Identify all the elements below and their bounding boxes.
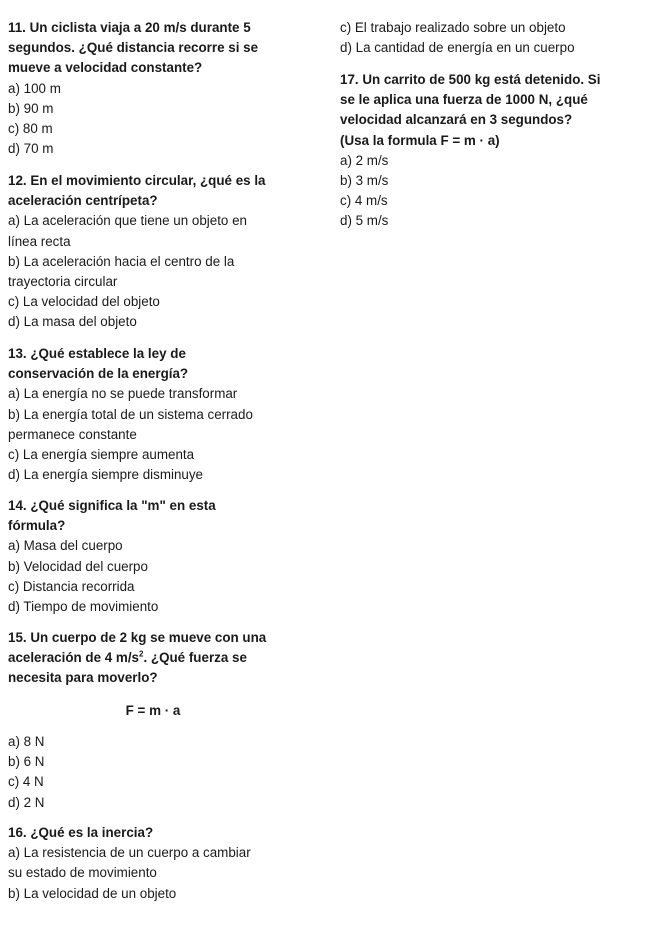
option-13-b-cont: permanece constante: [8, 426, 137, 442]
option-prev-d: d) La cantidad de energía en un cuerpo: [340, 40, 575, 56]
option-12-c: c) La velocidad del objeto: [8, 294, 160, 310]
question-16-line: 16. ¿Qué es la inercia?: [8, 825, 154, 840]
option-15-a: a) 8 N: [8, 734, 45, 749]
option-13-c: c) La energía siempre aumenta: [8, 447, 195, 463]
option-13-a: a) La energía no se puede transformar: [8, 386, 238, 402]
option-12-a: a) La aceleración que tiene un objeto en: [8, 213, 247, 229]
question-13-line: conservación de la energía?: [8, 366, 189, 382]
option-14-b: b) Velocidad del cuerpo: [8, 558, 148, 574]
question-13: [8, 344, 318, 485]
question-15-line: 15. Un cuerpo de 2 kg se mueve con una: [8, 630, 267, 645]
option-16-b: b) La velocidad de un objeto: [8, 885, 177, 901]
question-17-line: (Usa la formula F = m · a): [340, 132, 500, 148]
option-12-b-cont: trayectoria circular: [8, 274, 118, 290]
question-14-line: 14. ¿Qué significa la "m" en esta: [8, 498, 216, 513]
question-12-line: 12. En el movimiento circular, ¿qué es la: [8, 173, 266, 188]
option-11-b: b) 90 m: [8, 100, 54, 116]
option-14-c: c) Distancia recorrida: [8, 578, 135, 594]
option-prev-c: c) El trabajo realizado sobre un objeto: [340, 20, 566, 35]
question-15-text: aceleración de 4 m/s: [8, 650, 140, 666]
question-14-line: fórmula?: [8, 518, 66, 534]
option-15-b: b) 6 N: [8, 754, 45, 770]
question-15-options: [8, 732, 318, 813]
question-17-line: velocidad alcanzará en 3 segundos?: [340, 112, 573, 128]
option-14-a: a) Masa del cuerpo: [8, 538, 123, 554]
option-13-b: b) La energía total de un sistema cerrado: [8, 406, 253, 422]
exponent: 2: [139, 649, 144, 659]
option-12-a-cont: línea recta: [8, 233, 71, 249]
question-15-line: [8, 648, 318, 668]
question-13-line: 13. ¿Qué establece la ley de: [8, 346, 186, 361]
option-11-c: c) 80 m: [8, 121, 53, 137]
question-15-text: . ¿Qué fuerza se: [143, 650, 247, 666]
option-11-d: d) 70 m: [8, 141, 54, 157]
option-13-d: d) La energía siempre disminuye: [8, 467, 204, 483]
question-11-line: 11. Un ciclista viaja a 20 m/s durante 5: [8, 20, 251, 35]
question-11-line: mueve a velocidad constante?: [8, 60, 203, 76]
previous-question-options: [340, 18, 640, 58]
question-12: [8, 171, 318, 333]
option-17-a: a) 2 m/s: [340, 152, 389, 168]
question-11: [8, 18, 318, 159]
option-16-a-cont: su estado de movimiento: [8, 865, 157, 881]
formula: F = m · a: [125, 703, 181, 718]
option-15-d: d) 2 N: [8, 794, 45, 810]
option-17-b: b) 3 m/s: [340, 173, 389, 189]
option-16-a: a) La resistencia de un cuerpo a cambiar: [8, 845, 251, 861]
option-15-c: c) 4 N: [8, 774, 44, 790]
option-12-d: d) La masa del objeto: [8, 314, 137, 330]
question-16: [8, 823, 318, 904]
option-11-a: a) 100 m: [8, 80, 61, 96]
option-17-d: d) 5 m/s: [340, 213, 389, 229]
question-11-line: segundos. ¿Qué distancia recorre si se: [8, 40, 259, 56]
question-17: [340, 70, 640, 232]
option-12-b: b) La aceleración hacia el centro de la: [8, 253, 235, 269]
question-15: [8, 628, 318, 689]
question-12-line: aceleración centrípeta?: [8, 193, 158, 209]
option-14-d: d) Tiempo de movimiento: [8, 599, 159, 615]
question-14: [8, 496, 318, 617]
question-17-line: 17. Un carrito de 500 kg está detenido. Si: [340, 72, 601, 87]
question-17-line: se le aplica una fuerza de 1000 N, ¿qué: [340, 92, 588, 108]
question-15-line: necesita para moverlo?: [8, 670, 158, 686]
option-17-c: c) 4 m/s: [340, 193, 388, 209]
